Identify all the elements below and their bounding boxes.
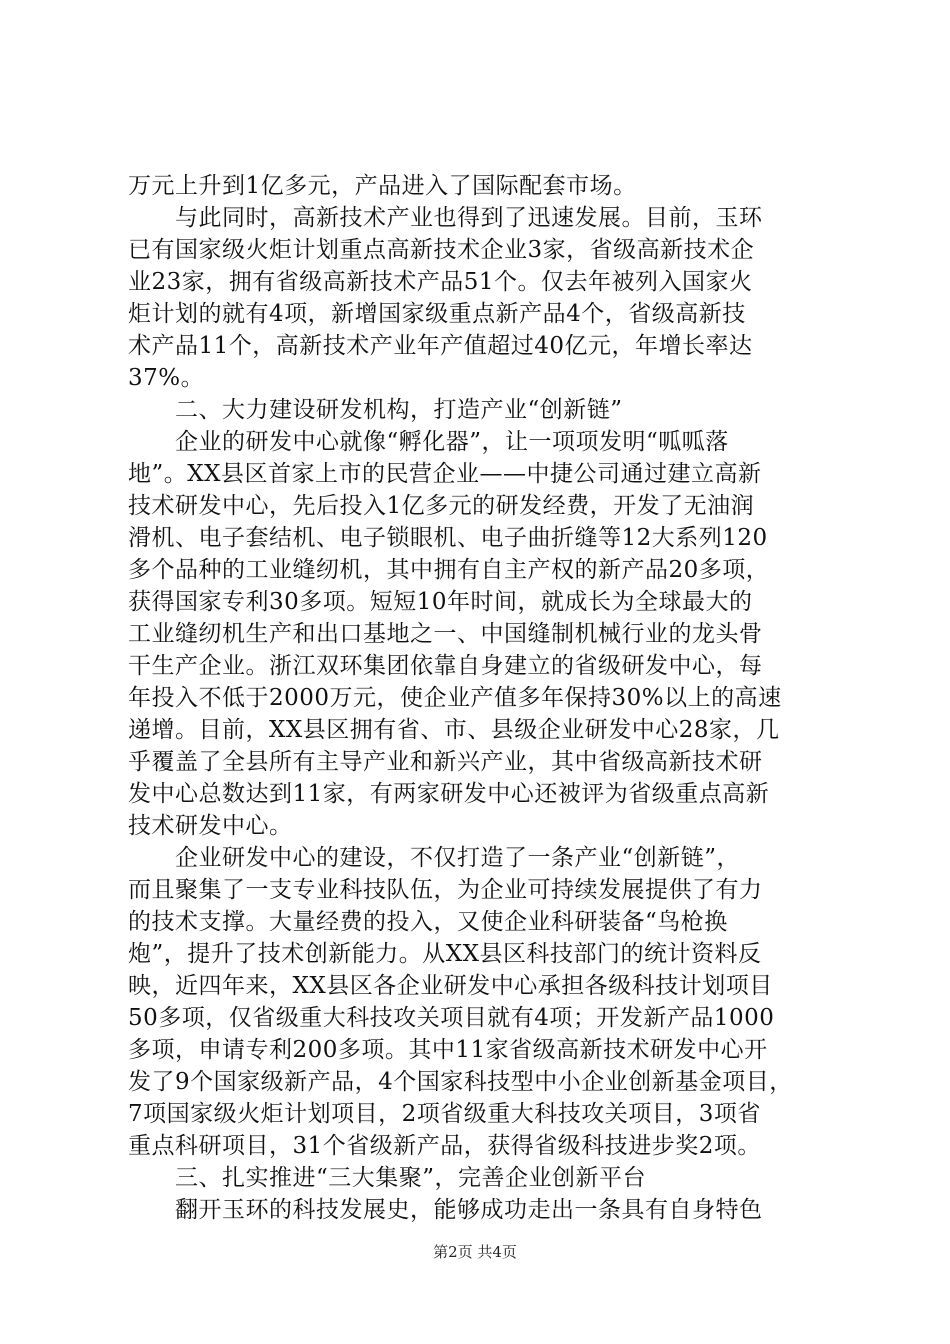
text-line: 多项，申请专利200多项。其中11家省级高新技术研发中心开	[128, 1037, 768, 1063]
paragraph-start-line: 企业的研发中心就像“孵化器”，让一项项发明“呱呱落	[175, 429, 729, 455]
text-line: 而且聚集了一支专业科技队伍，为企业可持续发展提供了有力	[128, 877, 763, 903]
text-line: 的技术支撑。大量经费的投入，又使企业科研装备“鸟枪换	[128, 909, 728, 935]
text-line: 37%。	[128, 365, 205, 391]
paragraph-start-line: 与此同时，高新技术产业也得到了迅速发展。目前，玉环	[175, 205, 763, 231]
page-number-footer: 第2页 共4页	[433, 1243, 517, 1261]
text-line: 滑机、电子套结机、电子锁眼机、电子曲折缝等12大系列120	[128, 525, 768, 551]
text-line: 发了9个国家级新产品，4个国家科技型中小企业创新基金项目，	[128, 1069, 793, 1095]
text-line: 地”。XX县区首家上市的民营企业——中捷公司通过建立高新	[128, 461, 762, 487]
text-line: 炮”，提升了技术创新能力。从XX县区科技部门的统计资料反	[128, 941, 762, 967]
text-line: 工业缝纫机生产和出口基地之一、中国缝制机械行业的龙头骨	[128, 621, 763, 647]
text-line: 50多项，仅省级重大科技攻关项目就有4项；开发新产品1000	[128, 1005, 775, 1031]
document-body	[128, 170, 848, 1226]
text-line: 映，近四年来，XX县区各企业研发中心承担各级科技计划项目	[128, 973, 773, 999]
text-line: 重点科研项目，31个省级新产品，获得省级科技进步奖2项。	[128, 1133, 761, 1159]
text-line: 炬计划的就有4项，新增国家级重点新产品4个，省级高新技	[128, 301, 746, 327]
text-line: 技术研发中心。	[128, 813, 293, 839]
text-line: 业23家，拥有省级高新技术产品51个。仅去年被列入国家火	[128, 269, 753, 295]
text-line: 术产品11个，高新技术产业年产值超过40亿元，年增长率达	[128, 333, 753, 359]
text-line: 递增。目前，XX县区拥有省、市、县级企业研发中心28家，几	[128, 717, 780, 743]
text-line: 发中心总数达到11家，有两家研发中心还被评为省级重点高新	[128, 781, 770, 807]
paragraph-start-line: 企业研发中心的建设，不仅打造了一条产业“创新链”，	[175, 845, 741, 871]
text-line: 万元上升到1亿多元，产品进入了国际配套市场。	[128, 173, 637, 199]
section-heading: 二、大力建设研发机构，打造产业“创新链”	[175, 397, 623, 423]
text-line: 多个品种的工业缝纫机，其中拥有自主产权的新产品20多项，	[128, 557, 770, 583]
text-line: 乎覆盖了全县所有主导产业和新兴产业，其中省级高新技术研	[128, 749, 763, 775]
section-heading: 三、扎实推进“三大集聚”，完善企业创新平台	[175, 1165, 647, 1191]
text-line: 7项国家级火炬计划项目，2项省级重大科技攻关项目，3项省	[128, 1101, 761, 1127]
paragraph-start-line: 翻开玉环的科技发展史，能够成功走出一条具有自身特色	[175, 1197, 763, 1223]
text-line: 获得国家专利30多项。短短10年时间，就成长为全球最大的	[128, 589, 753, 615]
text-line: 技术研发中心，先后投入1亿多元的研发经费，开发了无油润	[128, 493, 755, 519]
text-line: 干生产企业。浙江双环集团依靠自身建立的省级研发中心，每	[128, 653, 763, 679]
text-line: 已有国家级火炬计划重点高新技术企业3家，省级高新技术企	[128, 237, 755, 263]
text-line: 年投入不低于2000万元，使企业产值多年保持30%以上的高速	[128, 685, 782, 711]
